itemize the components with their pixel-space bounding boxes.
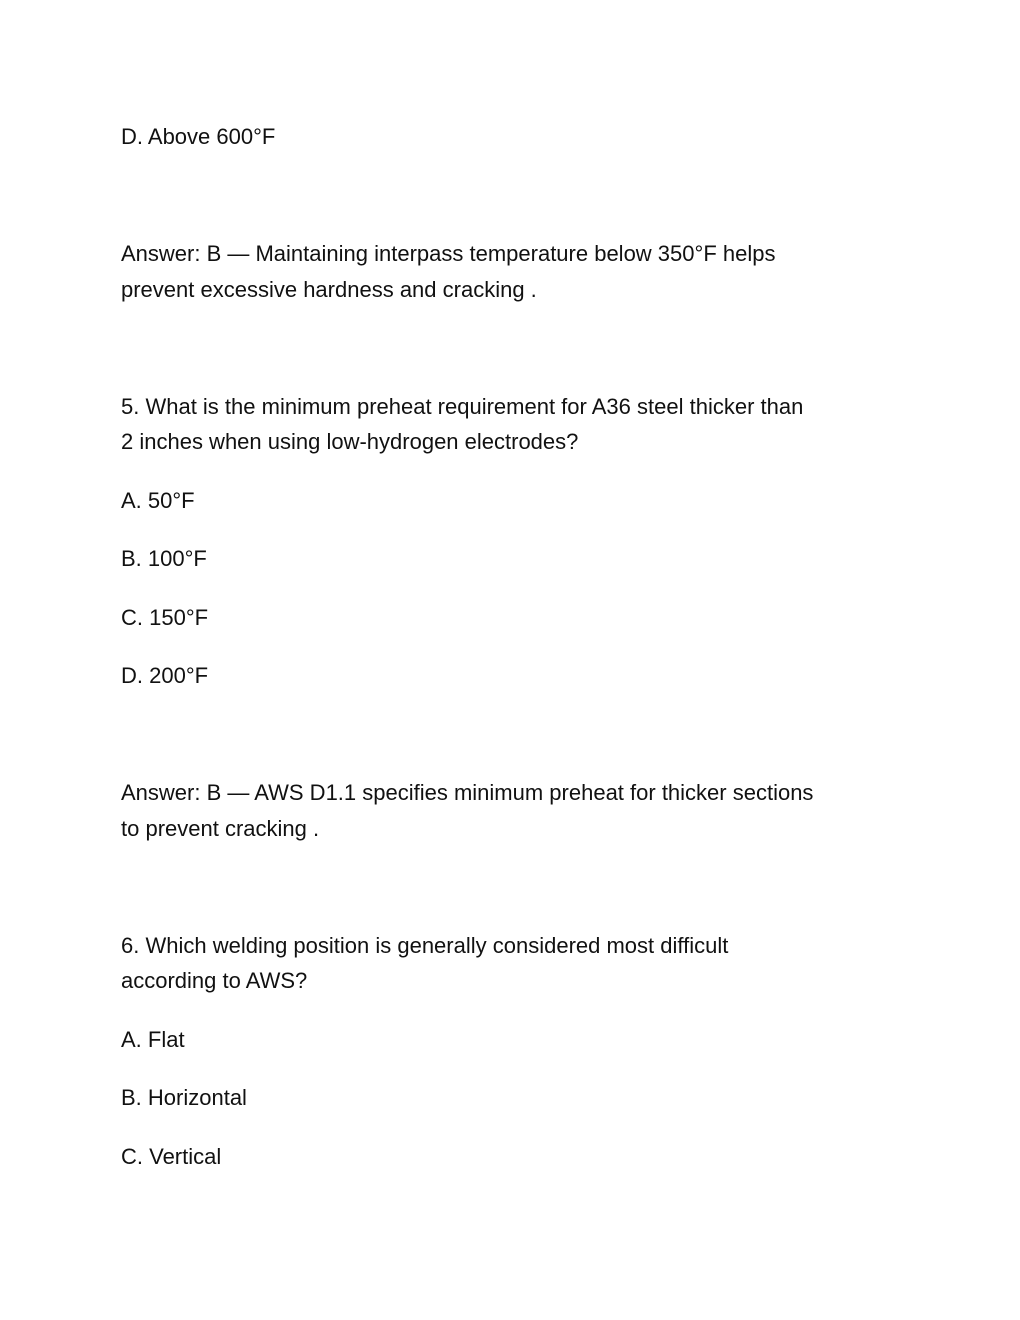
q4-option-d: D. Above 600°F <box>121 124 276 149</box>
q6-question-line-1: 6. Which welding position is generally considered most difficult <box>121 933 729 958</box>
q5-option-d: D. 200°F <box>121 663 209 688</box>
q5-option-c: C. 150°F <box>121 605 209 630</box>
q5-question-line-1: 5. What is the minimum preheat requirement for A36 steel thicker than <box>121 394 804 419</box>
q5-question-line-2: 2 inches when using low-hydrogen electrodes? <box>121 429 579 454</box>
q6-option-c: C. Vertical <box>121 1144 222 1169</box>
q6-question-line-2: according to AWS? <box>121 968 308 993</box>
q6-option-a: A. Flat <box>121 1027 185 1052</box>
q5-option-b: B. 100°F <box>121 546 207 571</box>
q6-option-b: B. Horizontal <box>121 1085 247 1110</box>
q4-answer-line-1: Answer: B — Maintaining interpass temperature below 350°F helps <box>121 241 776 266</box>
q5-answer-line-1: Answer: B — AWS D1.1 specifies minimum preheat for thicker sections <box>121 780 814 805</box>
q5-answer-line-2: to prevent cracking . <box>121 816 320 841</box>
q4-answer-line-2: prevent excessive hardness and cracking . <box>121 277 537 302</box>
q5-option-a: A. 50°F <box>121 488 195 513</box>
